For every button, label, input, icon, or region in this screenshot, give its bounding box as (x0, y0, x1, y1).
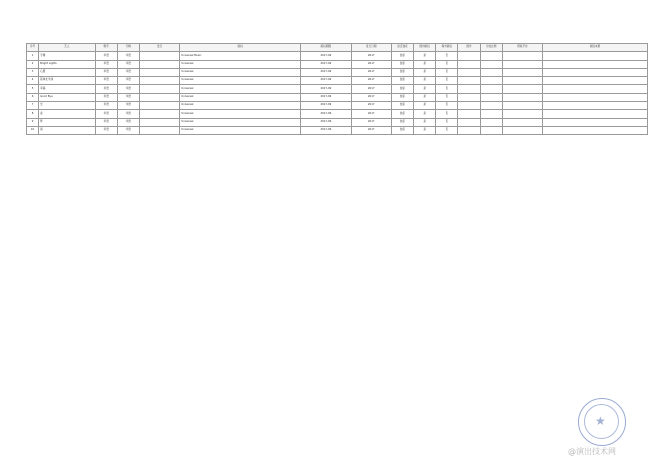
table-cell: 2017 (351, 52, 391, 60)
table-row (27, 85, 648, 93)
table-cell (543, 102, 648, 110)
table-cell: Universal (180, 102, 301, 110)
table-cell: 10 (27, 126, 39, 134)
table-cell: 4 (27, 77, 39, 85)
table-cell (480, 68, 502, 76)
table-cell (502, 118, 542, 126)
table-cell: 是 (414, 118, 436, 126)
table-cell (458, 60, 480, 68)
table-cell (480, 102, 502, 110)
table-cell: 否 (436, 68, 458, 76)
table-cell (480, 52, 502, 60)
table-cell: 独家 (391, 93, 413, 101)
table-cell (458, 85, 480, 93)
column-header: 歌手 (95, 44, 117, 52)
table-cell: 幸福 (39, 85, 95, 93)
table-cell: 是 (414, 93, 436, 101)
table-cell: 华语 (117, 126, 139, 134)
table-cell: Universal (180, 68, 301, 76)
table-cell: 2017-09 (301, 77, 351, 85)
document-page (26, 43, 648, 135)
table-cell: Universal (180, 126, 301, 134)
table-cell: 2017-09 (301, 60, 351, 68)
table-cell: 华语 (117, 68, 139, 76)
table-cell (480, 110, 502, 118)
table-cell (543, 85, 648, 93)
table-cell: 是 (414, 85, 436, 93)
table-cell: 独家 (391, 68, 413, 76)
table-cell: 独家 (391, 85, 413, 93)
license-table (26, 43, 648, 135)
column-header: 海外版权 (436, 44, 458, 52)
table-cell: 华语 (117, 60, 139, 68)
seal-star-icon: ★ (595, 414, 606, 428)
column-header: 分成比例 (480, 44, 502, 52)
table-cell: 华语 (95, 52, 117, 60)
table-cell: 2017 (351, 93, 391, 101)
column-header: 专辑 (117, 44, 139, 52)
table-cell: 2017-09 (301, 102, 351, 110)
table-cell: 是 (414, 102, 436, 110)
table-cell: 雨 (39, 126, 95, 134)
table-cell (139, 102, 179, 110)
table-cell: 2017 (351, 118, 391, 126)
table-cell: 独家 (391, 102, 413, 110)
table-cell: 是 (414, 60, 436, 68)
table-cell: 否 (436, 77, 458, 85)
table-cell (139, 110, 179, 118)
table-cell: 否 (436, 126, 458, 134)
table-cell (480, 93, 502, 101)
table-cell: Universal (180, 110, 301, 118)
company-seal (578, 398, 626, 446)
table-cell (458, 118, 480, 126)
table-cell: 2017 (351, 102, 391, 110)
table-cell (502, 52, 542, 60)
table-cell (458, 110, 480, 118)
table-cell: 2017 (351, 68, 391, 76)
table-cell: 华语 (95, 110, 117, 118)
table-cell: 华语 (95, 60, 117, 68)
table-cell (543, 77, 648, 85)
table-cell: 2017-09 (301, 52, 351, 60)
table-cell (139, 68, 179, 76)
table-cell (139, 85, 179, 93)
table-cell: 2017-09 (301, 126, 351, 134)
table-cell: 爱 (39, 110, 95, 118)
table-cell (458, 102, 480, 110)
column-header: 国外 (458, 44, 480, 52)
table-cell: 是 (414, 110, 436, 118)
table-cell (480, 126, 502, 134)
table-cell: 华语 (117, 110, 139, 118)
table-row (27, 52, 648, 60)
table-row (27, 68, 648, 76)
table-cell: 否 (436, 60, 458, 68)
table-cell: 独家 (391, 110, 413, 118)
table-cell: 是 (414, 77, 436, 85)
table-cell: 华语 (95, 102, 117, 110)
column-header: 版权 (180, 44, 301, 52)
table-row (27, 102, 648, 110)
table-header-row (27, 44, 648, 52)
table-cell (458, 52, 480, 60)
table-cell (480, 60, 502, 68)
table-cell: 否 (436, 102, 458, 110)
table-cell: 1 (27, 52, 39, 60)
table-cell (139, 52, 179, 60)
table-cell: 华语 (95, 68, 117, 76)
table-cell: 2017-09 (301, 118, 351, 126)
column-header: 是否独家 (391, 44, 413, 52)
table-cell (543, 110, 648, 118)
table-cell (502, 68, 542, 76)
table-row (27, 118, 648, 126)
table-cell: 华语 (95, 118, 117, 126)
table-row (27, 77, 648, 85)
table-cell: 孤单北半球 (39, 77, 95, 85)
table-cell: 5 (27, 85, 39, 93)
table-row (27, 110, 648, 118)
table-cell: Universal (180, 77, 301, 85)
table-cell: 2017-09 (301, 68, 351, 76)
table-cell: 2017-09 (301, 93, 351, 101)
table-cell: 7 (27, 102, 39, 110)
table-cell (543, 93, 648, 101)
watermark: @演出技术网 (568, 447, 616, 456)
table-cell: 华语 (95, 126, 117, 134)
table-cell (458, 77, 480, 85)
table-cell (139, 77, 179, 85)
table-cell (480, 118, 502, 126)
table-cell (502, 110, 542, 118)
table-cell: 2017 (351, 77, 391, 85)
table-cell: 华语 (117, 77, 139, 85)
table-cell: Good Bye (39, 93, 95, 101)
table-cell: 华语 (95, 77, 117, 85)
table-cell: 2017-09 (301, 110, 351, 118)
column-header: 序号 (27, 44, 39, 52)
column-header: 版权期限 (301, 44, 351, 52)
table-cell: 华语 (117, 102, 139, 110)
table-row (27, 93, 648, 101)
table-cell (543, 126, 648, 134)
table-cell (502, 126, 542, 134)
table-row (27, 60, 648, 68)
table-cell: 否 (436, 93, 458, 101)
table-cell: 2017 (351, 85, 391, 93)
table-cell: 否 (436, 110, 458, 118)
table-cell (502, 60, 542, 68)
column-header: 发行日期 (351, 44, 391, 52)
table-cell: Universal (180, 85, 301, 93)
table-cell: 光 (39, 102, 95, 110)
column-header: 国内版权 (414, 44, 436, 52)
table-cell: 独家 (391, 126, 413, 134)
table-cell: 3 (27, 68, 39, 76)
table-cell (502, 93, 542, 101)
table-cell (543, 52, 648, 60)
table-cell (480, 85, 502, 93)
table-cell: 是 (414, 126, 436, 134)
table-cell (502, 85, 542, 93)
table-cell: 6 (27, 93, 39, 101)
table-cell (543, 118, 648, 126)
table-cell: 9 (27, 118, 39, 126)
column-header: 授权平台 (502, 44, 542, 52)
table-cell (502, 102, 542, 110)
table-cell (502, 77, 542, 85)
table-cell (458, 68, 480, 76)
table-cell: 心愿 (39, 68, 95, 76)
column-header: 版权来源 (543, 44, 648, 52)
table-cell: 华语 (117, 93, 139, 101)
table-cell: 华语 (117, 118, 139, 126)
table-cell (458, 126, 480, 134)
table-cell (139, 60, 179, 68)
table-cell: 2 (27, 60, 39, 68)
table-cell: 2017 (351, 60, 391, 68)
table-cell: 独家 (391, 77, 413, 85)
table-cell: 独家 (391, 52, 413, 60)
table-cell (458, 93, 480, 101)
table-cell: Universal Music (180, 52, 301, 60)
table-cell: 8 (27, 110, 39, 118)
table-cell (139, 126, 179, 134)
table-cell: 独家 (391, 118, 413, 126)
table-cell: Bright Lights (39, 60, 95, 68)
table-row (27, 126, 648, 134)
table-cell: 华语 (117, 52, 139, 60)
table-cell: 否 (436, 52, 458, 60)
table-cell: 华语 (117, 85, 139, 93)
table-cell: 否 (436, 85, 458, 93)
column-header: 艺人 (39, 44, 95, 52)
table-cell: 华语 (95, 93, 117, 101)
table-cell: 2017-09 (301, 85, 351, 93)
table-cell: 否 (436, 118, 458, 126)
table-cell: 2017 (351, 110, 391, 118)
table-cell (139, 93, 179, 101)
table-cell: 是 (414, 52, 436, 60)
table-cell: 是 (414, 68, 436, 76)
table-cell: Universal (180, 118, 301, 126)
column-header: 发行 (139, 44, 179, 52)
table-cell: 2017 (351, 126, 391, 134)
table-cell (139, 118, 179, 126)
table-cell: Universal (180, 93, 301, 101)
table-cell: 独家 (391, 60, 413, 68)
table-cell: 专辑 (39, 52, 95, 60)
table-cell (543, 68, 648, 76)
table-cell: Universal (180, 60, 301, 68)
table-cell (543, 60, 648, 68)
table-cell (480, 77, 502, 85)
table-cell: 华语 (95, 85, 117, 93)
table-cell: 梦 (39, 118, 95, 126)
